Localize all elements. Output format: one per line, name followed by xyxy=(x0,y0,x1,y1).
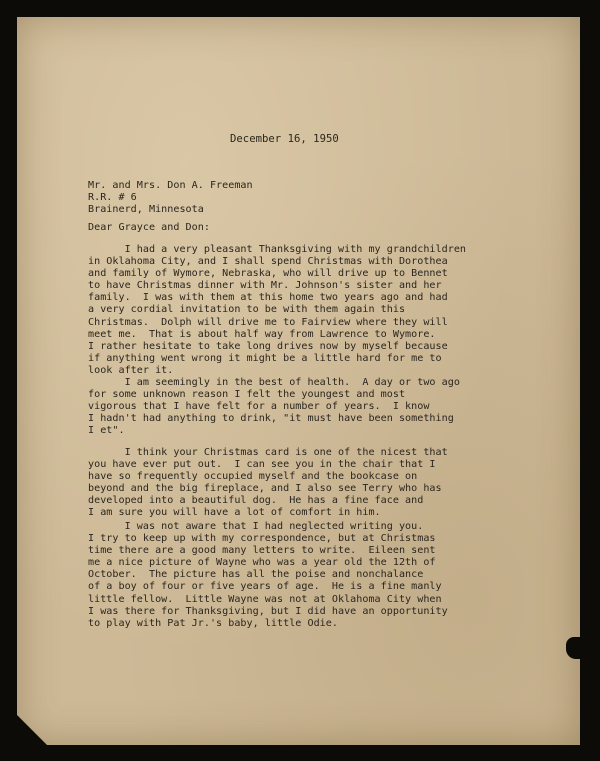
paragraph-health: I am seemingly in the best of health. A day or two ago for some unknown reason I felt the youngest and most vigorous that I have felt for a number of years. I know I hadn't had anything to drink, "it must have been something I et". xyxy=(88,377,460,437)
recipient-name: Mr. and Mrs. Don A. Freeman xyxy=(88,180,253,191)
recipient-address xyxy=(88,180,253,216)
letter-page xyxy=(17,17,580,745)
salutation: Dear Grayce and Don: xyxy=(88,222,210,233)
paragraph-thanksgiving: I had a very pleasant Thanksgiving with my grandchildren in Oklahoma City, and I shall spend Christmas with Dorothea and family of Wymore, Nebraska, who will drive up to Bennet to have Christmas dinner with Mr. Johnson's sister and her family. I was with them at this home two years ago and had a very cordial invitation to be with them again this Christmas. Dolph will drive me to Fairview where they will meet me. That is about half way from Lawrence to Wymore. I rather hesitate to take long drives now by myself because if anything went wrong it might be a little hard for me to look after it. xyxy=(88,244,467,376)
recipient-route: R.R. # 6 xyxy=(88,192,137,204)
paragraph-christmas-card: I think your Christmas card is one of the nicest that you have ever put out. I can see you in the chair that I have so frequently occupied myself and the bookcase on beyond and the big fireplace, and I also see Terry who has developed into a beautiful dog. He has a fine face and I am sure you will have a lot of comfort in him. xyxy=(88,447,448,519)
paper-corner-fold xyxy=(17,715,47,745)
paragraph-correspondence: I was not aware that I had neglected writing you. I try to keep up with my correspondence, but at Christmas time there are a good many letters to write. Eileen sent me a nice picture of Wayne who was a year old the 12th of October. The picture has all the poise and nonchalance of a boy of four or five years of age. He is a fine manly little fellow. Little Wayne was not at Oklahoma City when I was there for Thanksgiving, but I did have an opportunity to play with Pat Jr.'s baby, little Odie. xyxy=(88,521,448,629)
recipient-city: Brainerd, Minnesota xyxy=(88,204,204,216)
letter-date: December 16, 1950 xyxy=(230,133,339,145)
paper-tear xyxy=(566,637,580,659)
